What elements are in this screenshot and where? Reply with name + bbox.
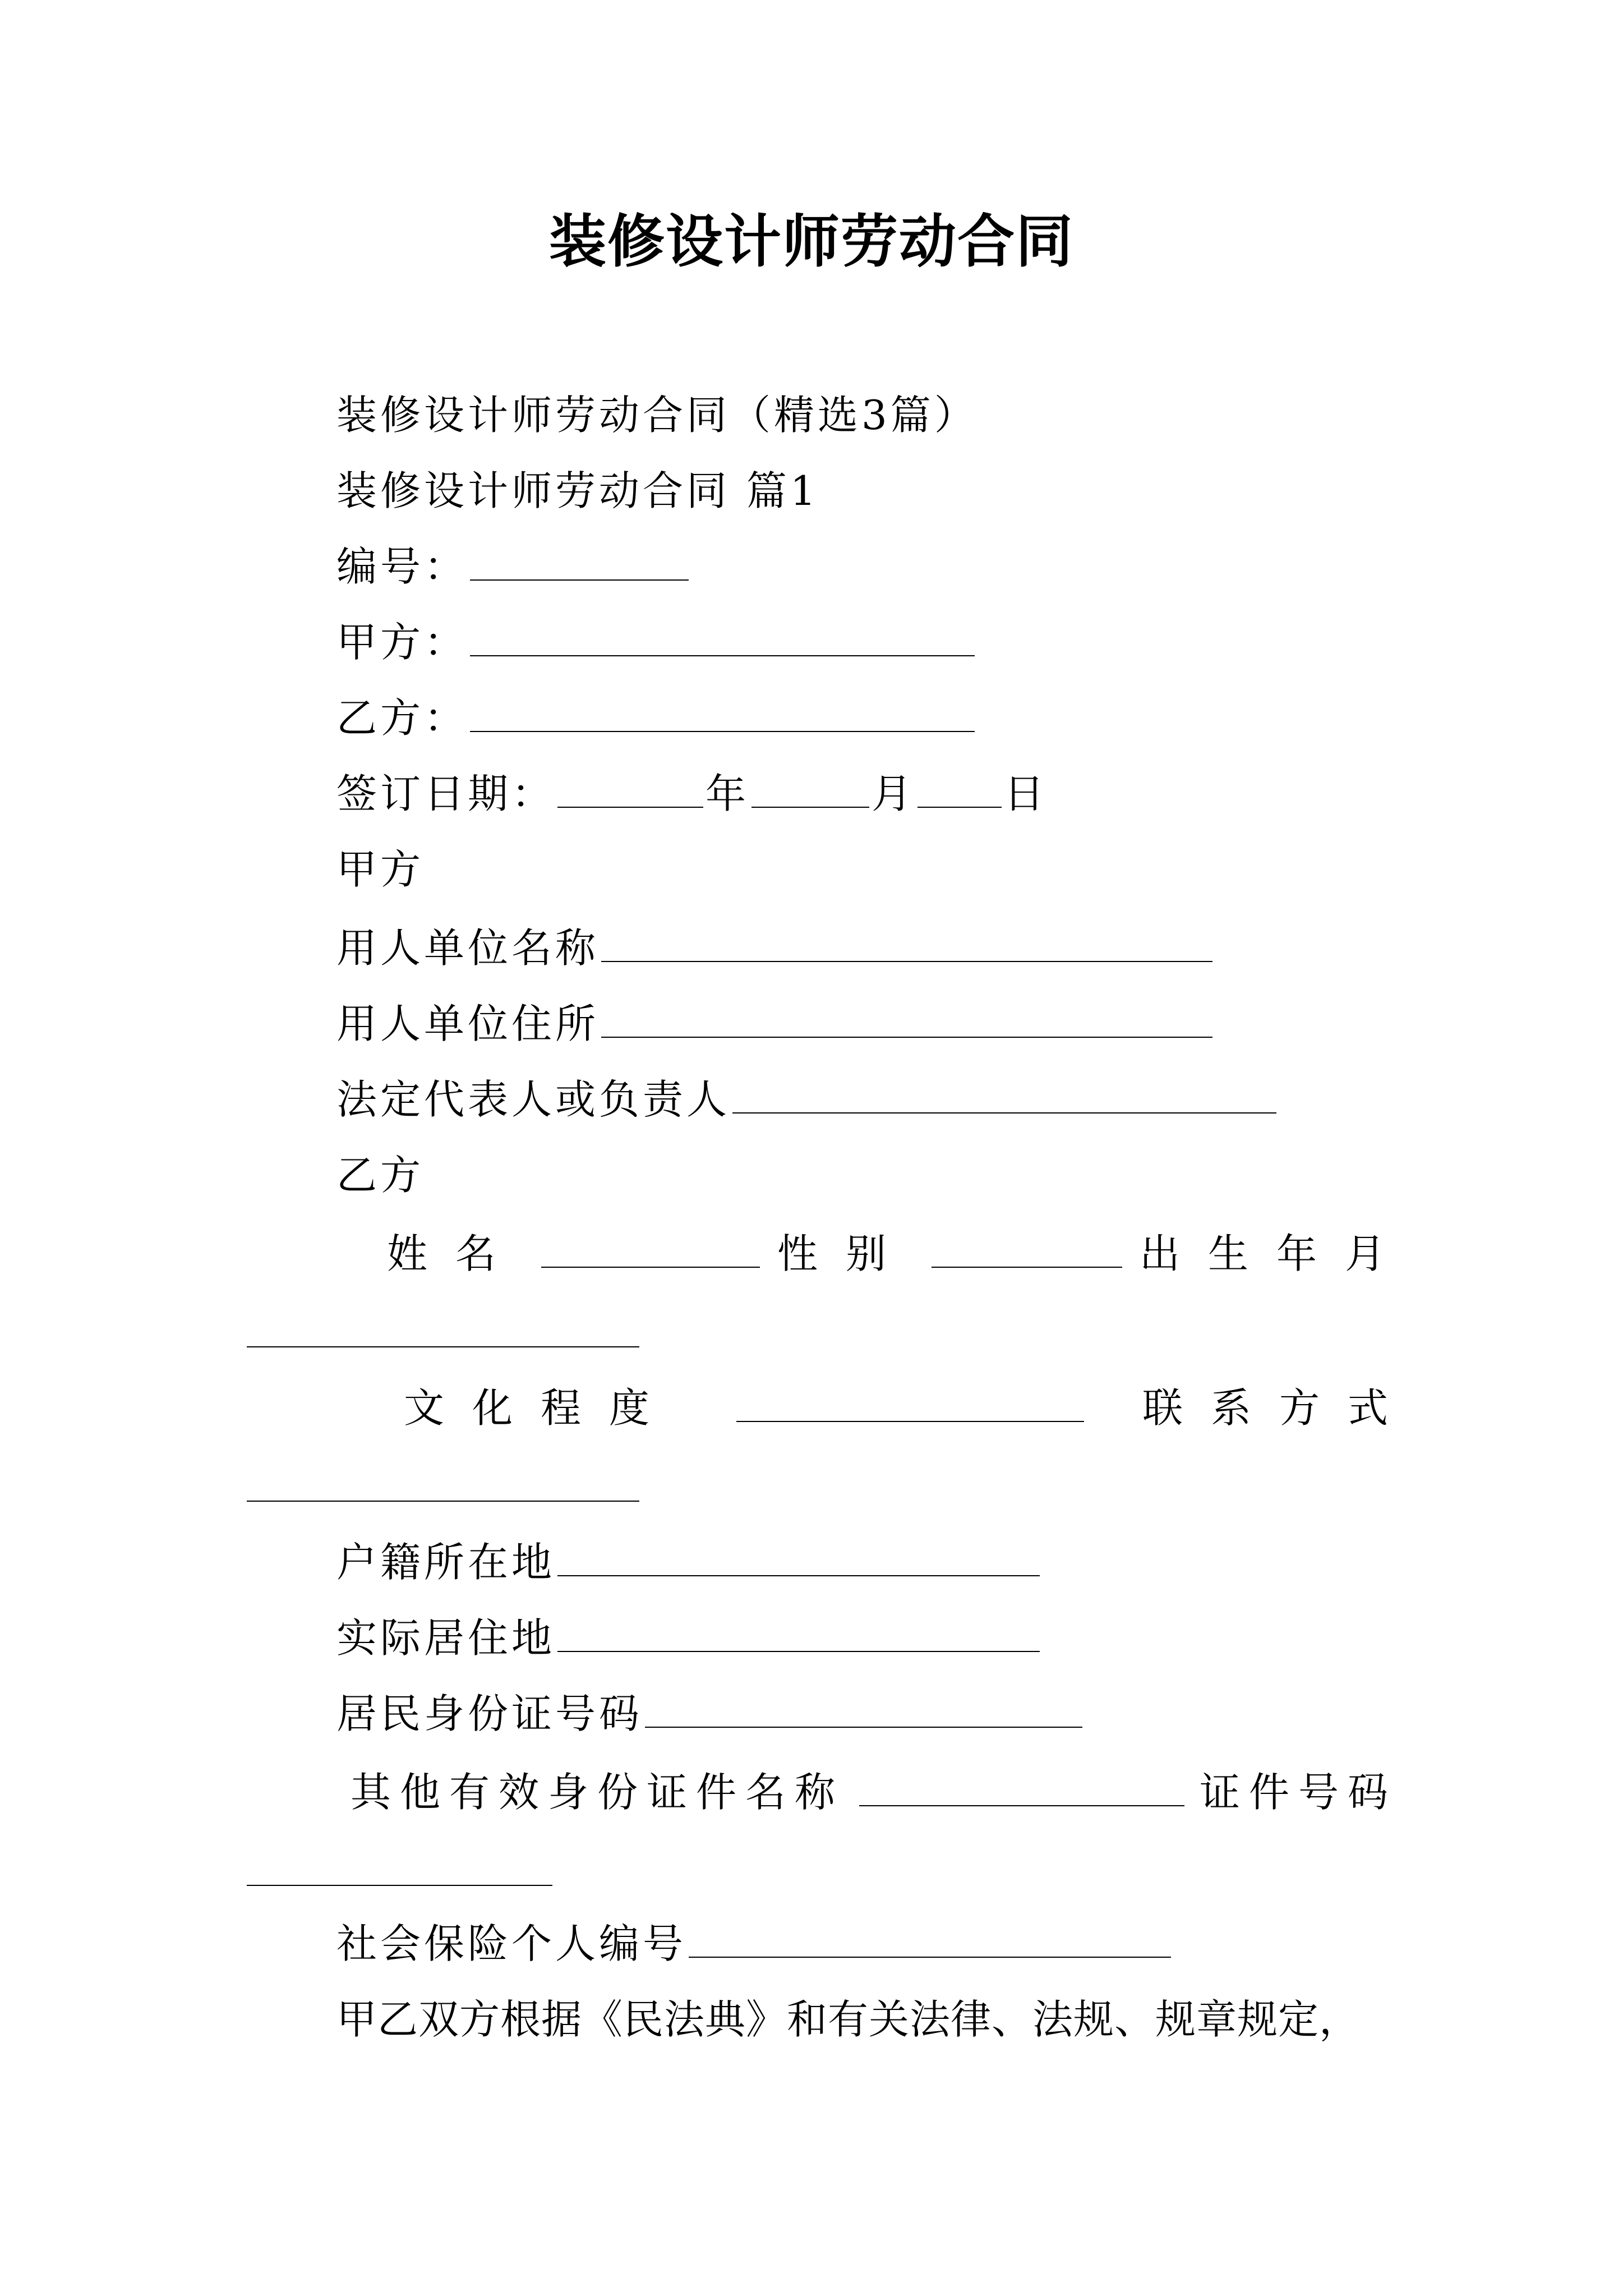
- document-title: 装修设计师劳动合同: [549, 209, 1074, 275]
- month-label: 月: [872, 770, 916, 817]
- birth-blank[interactable]: [247, 1346, 639, 1347]
- party-b-label: 乙方：: [336, 694, 468, 742]
- sign-date-label: 签订日期：: [336, 770, 556, 817]
- id-number-row: [336, 1686, 1085, 1742]
- name-blank[interactable]: [541, 1233, 760, 1268]
- party-a-heading: 甲方: [336, 846, 425, 893]
- employer-name-blank[interactable]: [601, 927, 1212, 962]
- other-id-label: 其他有效身份证件名称: [351, 1769, 845, 1816]
- number-row: [336, 539, 691, 595]
- id-number-label: 居民身份证号码: [336, 1690, 643, 1737]
- residence-row: [336, 1610, 1042, 1666]
- legal-rep-label: 法定代表人或负责人: [336, 1076, 731, 1123]
- day-blank[interactable]: [917, 773, 1002, 808]
- gender-blank[interactable]: [932, 1233, 1122, 1268]
- cert-number-blank[interactable]: [247, 1885, 552, 1886]
- document-subtitle: 装修设计师劳动合同（精选3篇）: [336, 392, 978, 439]
- body-paragraph: 甲乙双方根据《民法典》和有关法律、法规、规章规定，: [336, 1996, 1361, 2043]
- social-insurance-row: [336, 1916, 1173, 1972]
- party-b-blank[interactable]: [470, 697, 975, 732]
- party-a-label: 甲方：: [336, 619, 468, 666]
- education-blank[interactable]: [736, 1387, 1084, 1422]
- other-id-blank[interactable]: [859, 1772, 1184, 1806]
- legal-rep-blank[interactable]: [732, 1079, 1276, 1114]
- residence-label: 实际居住地: [336, 1614, 556, 1662]
- household-reg-blank[interactable]: [557, 1542, 1040, 1576]
- education-label: 文化程度: [404, 1384, 678, 1432]
- sign-date-row: [336, 766, 1048, 822]
- party-a-row: [336, 614, 977, 670]
- residence-blank[interactable]: [557, 1617, 1040, 1652]
- year-blank[interactable]: [557, 773, 703, 808]
- name-gender-birth-row: [387, 1226, 1413, 1282]
- household-reg-label: 户籍所在地: [336, 1539, 556, 1586]
- legal-rep-row: [336, 1071, 1279, 1128]
- education-contact-row: [404, 1380, 1416, 1436]
- party-b-row: [336, 690, 977, 746]
- gender-label: 性别: [777, 1230, 914, 1277]
- number-label: 编号：: [336, 543, 468, 590]
- number-blank[interactable]: [470, 546, 689, 581]
- household-reg-row: [336, 1534, 1042, 1590]
- section-heading: 装修设计师劳动合同 篇1: [336, 467, 819, 514]
- social-insurance-blank[interactable]: [689, 1923, 1171, 1958]
- party-b-heading: 乙方: [336, 1152, 425, 1199]
- other-id-row: [351, 1764, 1397, 1820]
- party-a-blank[interactable]: [470, 622, 975, 656]
- cert-number-label: 证件号码: [1199, 1769, 1397, 1816]
- employer-address-row: [336, 996, 1215, 1052]
- contact-label: 联系方式: [1142, 1384, 1416, 1432]
- employer-name-label: 用人单位名称: [336, 924, 600, 972]
- employer-name-row: [336, 920, 1215, 976]
- id-number-blank[interactable]: [645, 1693, 1082, 1728]
- social-insurance-label: 社会保险个人编号: [336, 1920, 687, 1967]
- name-label: 姓名: [387, 1230, 524, 1277]
- month-blank[interactable]: [751, 773, 869, 808]
- employer-address-blank[interactable]: [601, 1003, 1212, 1038]
- employer-address-label: 用人单位住所: [336, 1000, 600, 1047]
- year-label: 年: [706, 770, 750, 817]
- birth-label: 出生年月: [1139, 1230, 1413, 1277]
- day-label: 日: [1004, 770, 1048, 817]
- contact-blank[interactable]: [247, 1501, 639, 1502]
